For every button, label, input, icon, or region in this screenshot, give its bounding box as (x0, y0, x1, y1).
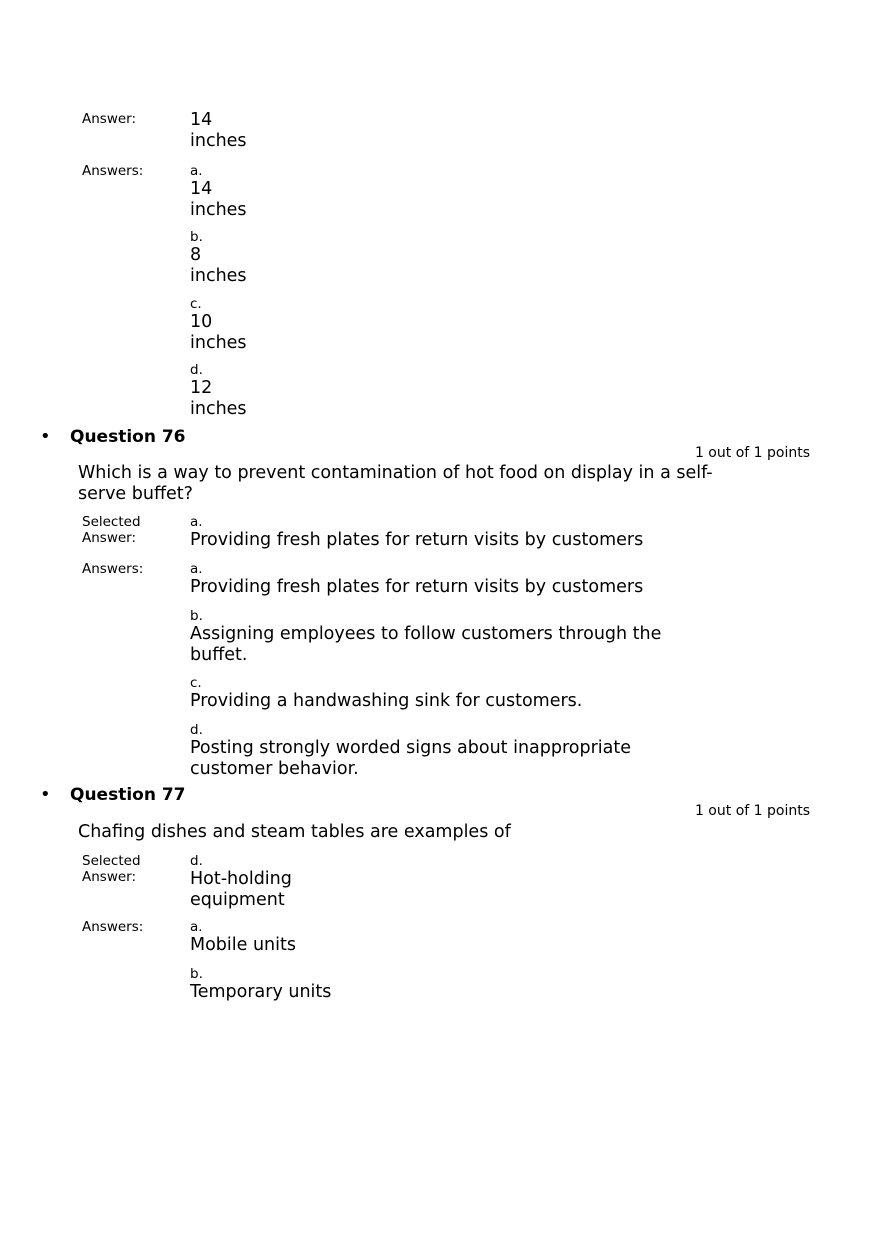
selected-answer (190, 853, 310, 910)
answer-option-c (190, 296, 250, 353)
selected-answer-label: Selected Answer: (82, 514, 141, 546)
option-text: Hot-holding equipment (190, 869, 292, 910)
option-letter: b. (190, 229, 203, 245)
answers-label: Answers: (82, 561, 144, 577)
answer-option-d (190, 722, 670, 779)
option-letter: d. (190, 362, 203, 378)
option-letter: b. (190, 966, 203, 982)
option-text: Posting strongly worded signs about inappropriate customer behavior. (190, 738, 632, 779)
option-text: Assigning employees to follow customers through the buffet. (190, 624, 662, 665)
option-text: Providing fresh plates for return visits by customers (190, 530, 644, 550)
option-letter: a. (190, 561, 203, 577)
question-bullet: • (40, 426, 51, 447)
question-76-text: Which is a way to prevent contamination of hot food on display in a self-serve buffet? (78, 463, 713, 504)
option-text: Temporary units (190, 982, 332, 1002)
answer-option-b (190, 229, 250, 286)
answer-value-text: 14 inches (190, 110, 247, 151)
question-77-text: Chafing dishes and steam tables are examples of (78, 822, 511, 842)
answer-option-d (190, 362, 250, 419)
answer-value (190, 110, 250, 151)
question-77-title: Question 77 (70, 785, 186, 805)
option-text: 10 inches (190, 312, 247, 353)
option-letter: a. (190, 163, 203, 179)
answer-option-a (190, 163, 250, 220)
selected-answer-label: Selected Answer: (82, 853, 141, 885)
answer-option-b (190, 966, 490, 1003)
option-letter: a. (190, 514, 203, 530)
option-letter: b. (190, 608, 203, 624)
option-text: Mobile units (190, 935, 296, 955)
answer-option-b (190, 608, 670, 665)
option-letter: c. (190, 675, 202, 691)
answers-label: Answers: (82, 919, 144, 935)
answer-option-a (190, 919, 490, 956)
question-76-title: Question 76 (70, 427, 186, 447)
option-letter: d. (190, 722, 203, 738)
question-bullet: • (40, 784, 51, 805)
answers-label: Answers: (82, 163, 144, 179)
question-77-points: 1 out of 1 points (694, 803, 810, 819)
answer-option-a (190, 561, 670, 598)
option-text: 14 inches (190, 179, 247, 220)
option-text: Providing fresh plates for return visits by customers (190, 577, 644, 597)
option-text: Providing a handwashing sink for customers. (190, 691, 583, 711)
answer-label: Answer: (82, 111, 137, 127)
option-text: 12 inches (190, 378, 247, 419)
answer-option-c (190, 675, 670, 712)
selected-answer (190, 514, 670, 551)
option-letter: c. (190, 296, 202, 312)
question-76-points: 1 out of 1 points (694, 445, 810, 461)
option-letter: a. (190, 919, 203, 935)
option-letter: d. (190, 853, 203, 869)
option-text: 8 inches (190, 245, 247, 286)
